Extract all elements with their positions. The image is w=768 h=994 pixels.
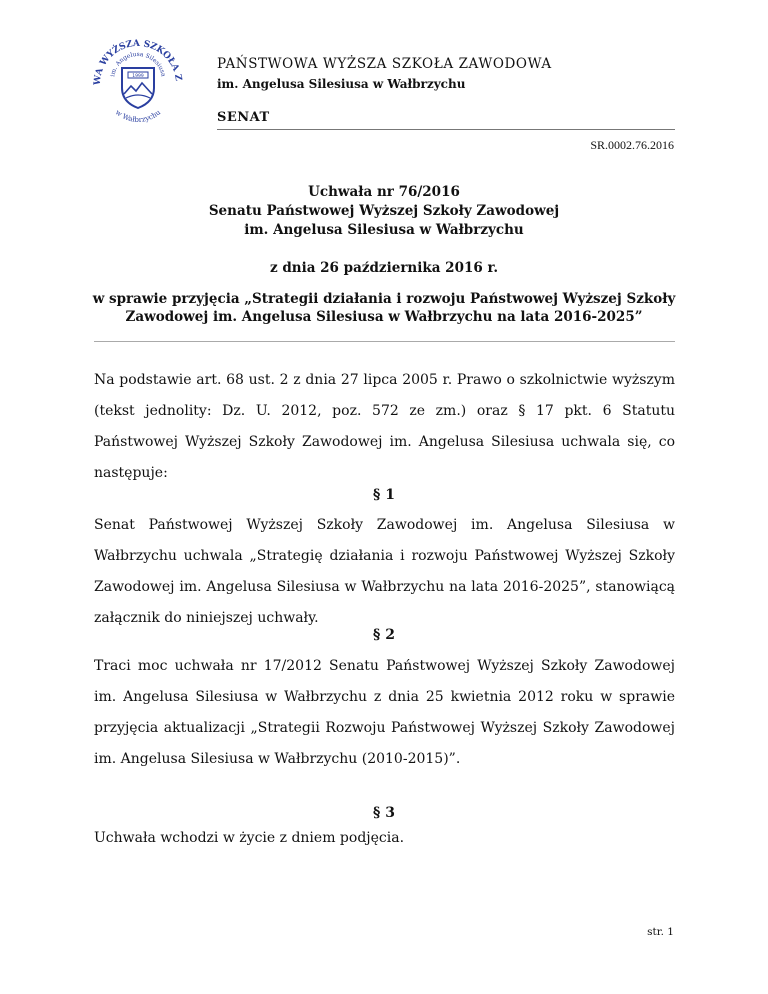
page-number: str. 1	[647, 926, 674, 938]
institution-logo	[86, 28, 190, 132]
logo-ring-text-inner: im. Angelusa Silesiusa	[109, 50, 167, 78]
institution-subtitle: im. Angelusa Silesiusa w Wałbrzychu	[217, 77, 466, 91]
resolution-issuer: Senatu Państwowej Wyższej Szkoły Zawodowej	[208, 203, 560, 219]
preamble-paragraph: Na podstawie art. 68 ust. 2 z dnia 27 lipca 2005 r. Prawo o szkolnictwie wyższym (tekst jednolity: Dz. U. 2012, poz. 572 ze zm.) oraz § 17 pkt. 6 Statutu Państwowej Wyższej Szkoły Zawodowej im. Angelusa Silesiusa uchwala się, co następuje:	[94, 372, 675, 481]
section-3-text: Uchwała wchodzi w życie z dniem podjęcia.	[94, 830, 405, 846]
resolution-issuer-line2: im. Angelusa Silesiusa w Wałbrzychu	[244, 222, 524, 238]
institution-name: PAŃSTWOWA WYŻSZA SZKOŁA ZAWODOWA	[217, 56, 552, 72]
resolution-number: Uchwała nr 76/2016	[308, 184, 460, 200]
title-divider	[94, 341, 675, 342]
section-1-text: Senat Państwowej Wyższej Szkoły Zawodowej im. Angelusa Silesiusa w Wałbrzychu uchwala „Strategię działania i rozwoju Państwowej Wyższej Szkoły Zawodowej im. Angelusa Silesiusa w Wałbrzychu na lata 2016-2025”, stanowiącą załącznik do niniejszej uchwały.	[94, 517, 675, 626]
section-3-heading: § 3	[373, 805, 395, 821]
resolution-subject-line1: w sprawie przyjęcia „Strategii działania i rozwoju Państwowej Wyższej Szkoły	[92, 291, 676, 307]
section-2-heading: § 2	[373, 627, 395, 643]
reference-number: SR.0002.76.2016	[590, 138, 674, 152]
logo-ring-text-top: WA WYŻSZA SZKOŁA Z	[92, 38, 183, 86]
resolution-date: z dnia 26 października 2016 r.	[269, 260, 499, 276]
body-name: SENAT	[217, 110, 270, 125]
section-2-text: Traci moc uchwała nr 17/2012 Senatu Państwowej Wyższej Szkoły Zawodowej im. Angelusa Silesiusa w Wałbrzychu z dnia 25 kwietnia 2012 roku w sprawie przyjęcia aktualizacji „Strategii Rozwoju Państwowej Wyższej Szkoły Zawodowej im. Angelusa Silesiusa w Wałbrzychu (2010-2015)”.	[94, 658, 675, 767]
section-1-heading: § 1	[373, 487, 395, 503]
svg-text:1999: 1999	[132, 74, 144, 79]
header-divider	[217, 129, 675, 130]
resolution-subject-line2: Zawodowej im. Angelusa Silesiusa w Wałbrzychu na lata 2016-2025”	[125, 309, 643, 325]
logo-ring-text-bottom: w Wałbrzychu	[113, 108, 163, 124]
